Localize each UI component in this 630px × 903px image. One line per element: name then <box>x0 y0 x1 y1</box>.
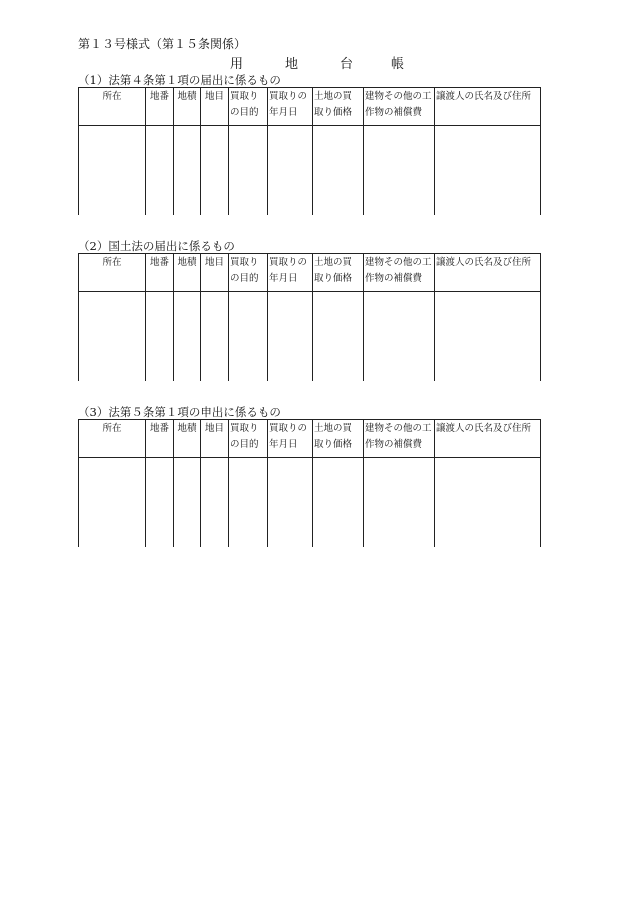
col-header: 地番 <box>146 88 174 126</box>
entry-cell[interactable] <box>174 292 201 382</box>
entry-cell[interactable] <box>268 126 313 216</box>
col-header: 譲渡人の氏名及び住所 <box>435 254 541 292</box>
entry-cell[interactable] <box>146 292 174 382</box>
entry-cell[interactable] <box>79 126 146 216</box>
entry-row <box>79 458 541 548</box>
col-header: 買取りの 年月日 <box>268 88 313 126</box>
title-char: 用 <box>230 57 244 72</box>
entry-cell[interactable] <box>174 126 201 216</box>
entry-cell[interactable] <box>174 458 201 548</box>
header-row <box>79 254 541 292</box>
entry-cell[interactable] <box>79 458 146 548</box>
form-number: 第１３号様式（第１５条関係） <box>78 37 247 51</box>
col-header: 地番 <box>146 254 174 292</box>
col-header: 地目 <box>201 88 229 126</box>
entry-cell[interactable] <box>268 458 313 548</box>
col-header: 地目 <box>201 420 229 458</box>
col-header: 所在 <box>79 420 146 458</box>
col-header: 買取り の目的 <box>229 88 268 126</box>
header-row <box>79 420 541 458</box>
col-header: 地積 <box>174 420 201 458</box>
col-header: 土地の買 取り価格 <box>313 420 364 458</box>
ledger-table <box>78 419 541 547</box>
header-row <box>79 88 541 126</box>
col-header: 所在 <box>79 254 146 292</box>
col-header: 建物その他の工 作物の補償費 <box>364 420 435 458</box>
entry-row <box>79 126 541 216</box>
entry-cell[interactable] <box>364 458 435 548</box>
ledger-table <box>78 87 541 215</box>
col-header: 地目 <box>201 254 229 292</box>
col-header: 買取り の目的 <box>229 254 268 292</box>
entry-cell[interactable] <box>268 292 313 382</box>
col-header: 土地の買 取り価格 <box>313 254 364 292</box>
entry-cell[interactable] <box>146 126 174 216</box>
title-char: 台 <box>340 57 354 72</box>
entry-cell[interactable] <box>229 292 268 382</box>
section-heading: （3）法第５条第１項の申出に係るもの <box>78 405 281 419</box>
col-header: 譲渡人の氏名及び住所 <box>435 420 541 458</box>
ledger-table <box>78 253 541 381</box>
section-heading: （1）法第４条第１項の届出に係るもの <box>78 73 281 87</box>
title-char: 帳 <box>391 57 405 72</box>
col-header: 建物その他の工 作物の補償費 <box>364 88 435 126</box>
entry-cell[interactable] <box>313 126 364 216</box>
entry-cell[interactable] <box>229 126 268 216</box>
entry-cell[interactable] <box>364 126 435 216</box>
col-header: 地積 <box>174 254 201 292</box>
entry-cell[interactable] <box>201 292 229 382</box>
entry-cell[interactable] <box>313 292 364 382</box>
col-header: 建物その他の工 作物の補償費 <box>364 254 435 292</box>
col-header: 地積 <box>174 88 201 126</box>
entry-cell[interactable] <box>229 458 268 548</box>
entry-cell[interactable] <box>435 292 541 382</box>
entry-cell[interactable] <box>435 458 541 548</box>
col-header: 所在 <box>79 88 146 126</box>
entry-cell[interactable] <box>364 292 435 382</box>
entry-cell[interactable] <box>435 126 541 216</box>
col-header: 譲渡人の氏名及び住所 <box>435 88 541 126</box>
title-char: 地 <box>285 57 299 72</box>
col-header: 買取りの 年月日 <box>268 254 313 292</box>
entry-cell[interactable] <box>201 458 229 548</box>
entry-row <box>79 292 541 382</box>
entry-cell[interactable] <box>313 458 364 548</box>
entry-cell[interactable] <box>201 126 229 216</box>
col-header: 買取りの 年月日 <box>268 420 313 458</box>
col-header: 地番 <box>146 420 174 458</box>
col-header: 買取り の目的 <box>229 420 268 458</box>
section-heading: （2）国土法の届出に係るもの <box>78 239 235 253</box>
col-header: 土地の買 取り価格 <box>313 88 364 126</box>
entry-cell[interactable] <box>79 292 146 382</box>
entry-cell[interactable] <box>146 458 174 548</box>
